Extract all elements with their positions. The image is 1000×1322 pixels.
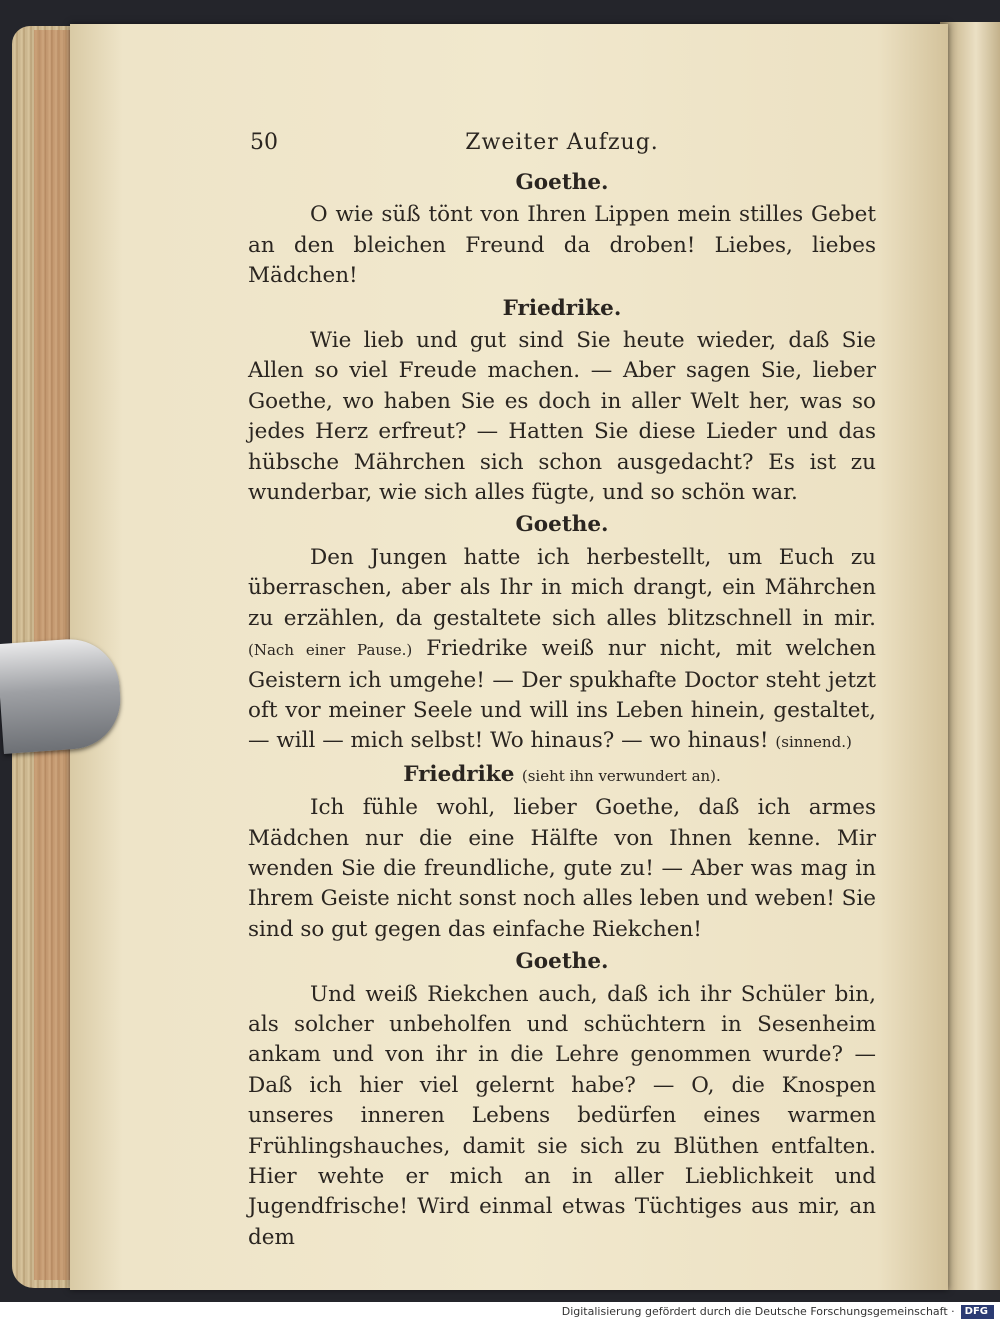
speech-paragraph: Den Jungen hatte ich herbestellt, um Euch zu überraschen, aber als Ihr in mich drangt, ein Mährchen zu erzählen, da gestaltete sich alles blitzschnell in mir. (Nach einer Pause.) Friedrike weiß nur nicht, mit welchen Geistern ich umgehe! — Der spukhafte Doctor steht jetzt oft vor meiner Seele und will ins Leben hinein, gestaltet, — will — mich selbst! Wo hinaus? — wo hinaus! (sinnend.) [248,544,877,754]
running-head: Zweiter Aufzug. [465,130,659,155]
digitization-footer [0,1302,1000,1322]
speaker-heading: Goethe. [515,512,609,538]
facing-page-edge [940,22,1000,1290]
speech-paragraph: Und weiß Riekchen auch, daß ich ihr Schüler bin, als solcher unbeholfen und schüchtern in Sesenheim ankam und von ihr in die Lehre genommen wurde? — Daß ich hier viel gelernt habe? — O, die Knospen unseres inneren Lebens bedürfen eines warmen Frühlingshauches, damit sie sich zu Blüthen entfalten. Hier wehte er mich an in aller Lieblichkeit und Jugendfrische! Wird einmal etwas Tüchtiges aus mir, an dem [248,981,876,1250]
speech-paragraph: Wie lieb und gut sind Sie heute wieder, daß Sie Allen so viel Freude machen. — Aber sagen Sie, lieber Goethe, wo haben Sie es doch in aller Welt her, was so jedes Herz erfreut? — Hatten Sie diese Lieder und das hübsche Mährchen sich schon ausgedacht? Es ist zu wunderbar, wie sich alles fügte, und so schön war. [248,328,876,506]
stage-direction: (sinnend.) [775,733,852,752]
footer-credit: Digitalisierung gefördert durch die Deutsche Forschungsgemeinschaft · [561,1305,955,1318]
stage-direction: (Nach einer Pause.) [248,641,413,660]
speech-paragraph: O wie süß tönt von Ihren Lippen mein stilles Gebet an den bleichen Freund da droben! Liebes, liebes Mädchen! [248,202,876,289]
speech-paragraph: Ich fühle wohl, lieber Goethe, daß ich armes Mädchen nur die eine Hälfte von Ihnen kenne. Mir wenden Sie die freundliche, gute zu! — Aber was mag in Ihrem Geiste nicht sonst noch alles leben und weben! Sie sind so gut gegen das einfache Riekchen! [248,795,876,942]
stage-direction: (sieht ihn verwundert an). [521,766,721,785]
speaker-heading: Friedrike. [502,295,622,321]
speaker-heading: Friedrike (sieht ihn verwundert an). [403,761,721,787]
page-text [248,128,876,1253]
dfg-logo: DFG [961,1305,994,1319]
page-header [248,128,876,162]
speaker-heading: Goethe. [515,170,609,195]
speaker-heading: Goethe. [515,949,609,975]
page-number: 50 [250,130,278,155]
